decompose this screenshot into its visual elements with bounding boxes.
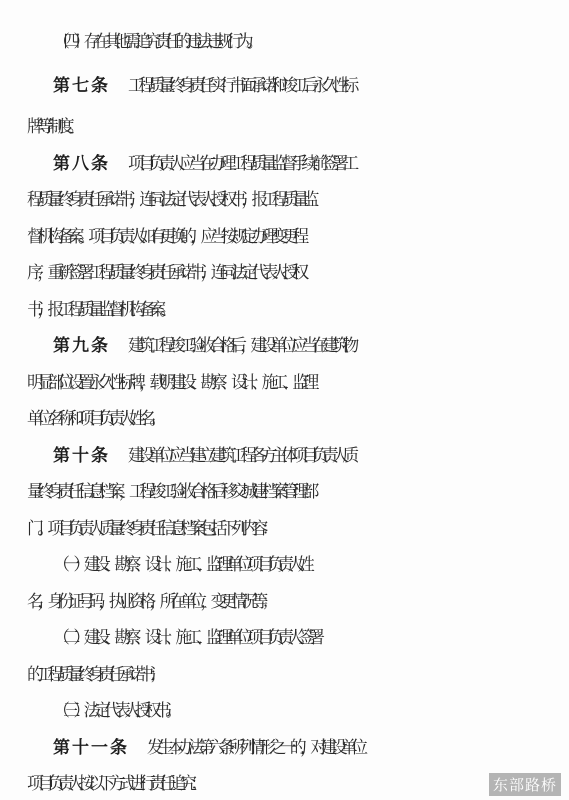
text-line [0, 368, 569, 398]
text-line [0, 514, 569, 544]
text-line [0, 404, 569, 434]
article-number: 第九条 [53, 336, 110, 356]
line-text: 明显部位设置永久性标牌，载明建设、勘察、设计、施工、监理 [27, 373, 313, 393]
article-number: 第十条 [53, 446, 110, 466]
line-text: 项目负责人应当在办理工程质量监督手续前签署工 [128, 154, 353, 174]
list-item [0, 550, 569, 580]
line-text: 量终身责任信息档案，工程竣工验收合格后移交城建档案管理部 [27, 482, 313, 502]
line-text: 的工程质量终身责任承诺书； [27, 665, 160, 685]
text-line [0, 660, 569, 690]
line-text: 门。项目负责人质量终身责任信息档案包括下列内容： [27, 519, 272, 539]
line-text: 书，报工程质量监督机构备案。 [27, 300, 170, 320]
line-text: 建设单位应当建立建筑工程各方主体项目负责人质 [128, 446, 353, 466]
line-text: 程质量终身责任承诺书，连同法定代表人授权书，报工程质量监 [27, 190, 313, 210]
line-text: （二）建设、勘察、设计、施工、监理单位项目负责人签署 [53, 628, 319, 648]
article-line [0, 441, 569, 471]
line-text: （一）建设、勘察、设计、施工、监理单位项目负责人姓 [53, 555, 308, 575]
line-text: 建筑工程竣工验收合格后，建设单位应当在建筑物 [128, 336, 353, 356]
article-line [0, 149, 569, 179]
watermark: 东部路桥 [489, 773, 561, 796]
line-text: 督机构备案。项目负责人如有更换的，应当按规定办理变更程 [27, 227, 303, 247]
line-text: 名，身份证号码，执业资格，所在单位，变更情况等； [27, 592, 272, 612]
text-line [0, 295, 569, 325]
text-line [0, 222, 569, 252]
text-line [0, 587, 569, 617]
text-line [0, 477, 569, 507]
text-line [0, 112, 569, 142]
text-line [0, 185, 569, 215]
line-text: （三）法定代表人授权书。 [53, 701, 176, 721]
line-text: 单位名称和项目负责人姓名。 [27, 409, 160, 429]
line-text: 牌等制度。 [27, 117, 78, 137]
article-number: 第八条 [53, 154, 110, 174]
line-text: 工程质量终身责任实行书面承诺和竣工后永久性标 [128, 76, 353, 96]
article-number: 第七条 [53, 76, 110, 96]
line-text: 项目负责人按以下方式进行责任追究： [27, 774, 201, 794]
text-line [0, 769, 569, 797]
article-line [0, 733, 569, 763]
line-text: （四）存在其他需追究责任的违法违规行为。 [53, 32, 257, 52]
list-item [0, 696, 569, 726]
line-text: 序，重新签署工程质量终身责任承诺书，连同法定代表人授权 [27, 263, 303, 283]
list-item [0, 623, 569, 653]
text-line [0, 258, 569, 288]
line-text: 发生本办法第六条所列情形之一的，对建设单位 [147, 738, 362, 758]
text-line [0, 27, 569, 57]
article-number: 第十一条 [53, 738, 129, 758]
article-line [0, 331, 569, 361]
article-line [0, 71, 569, 101]
